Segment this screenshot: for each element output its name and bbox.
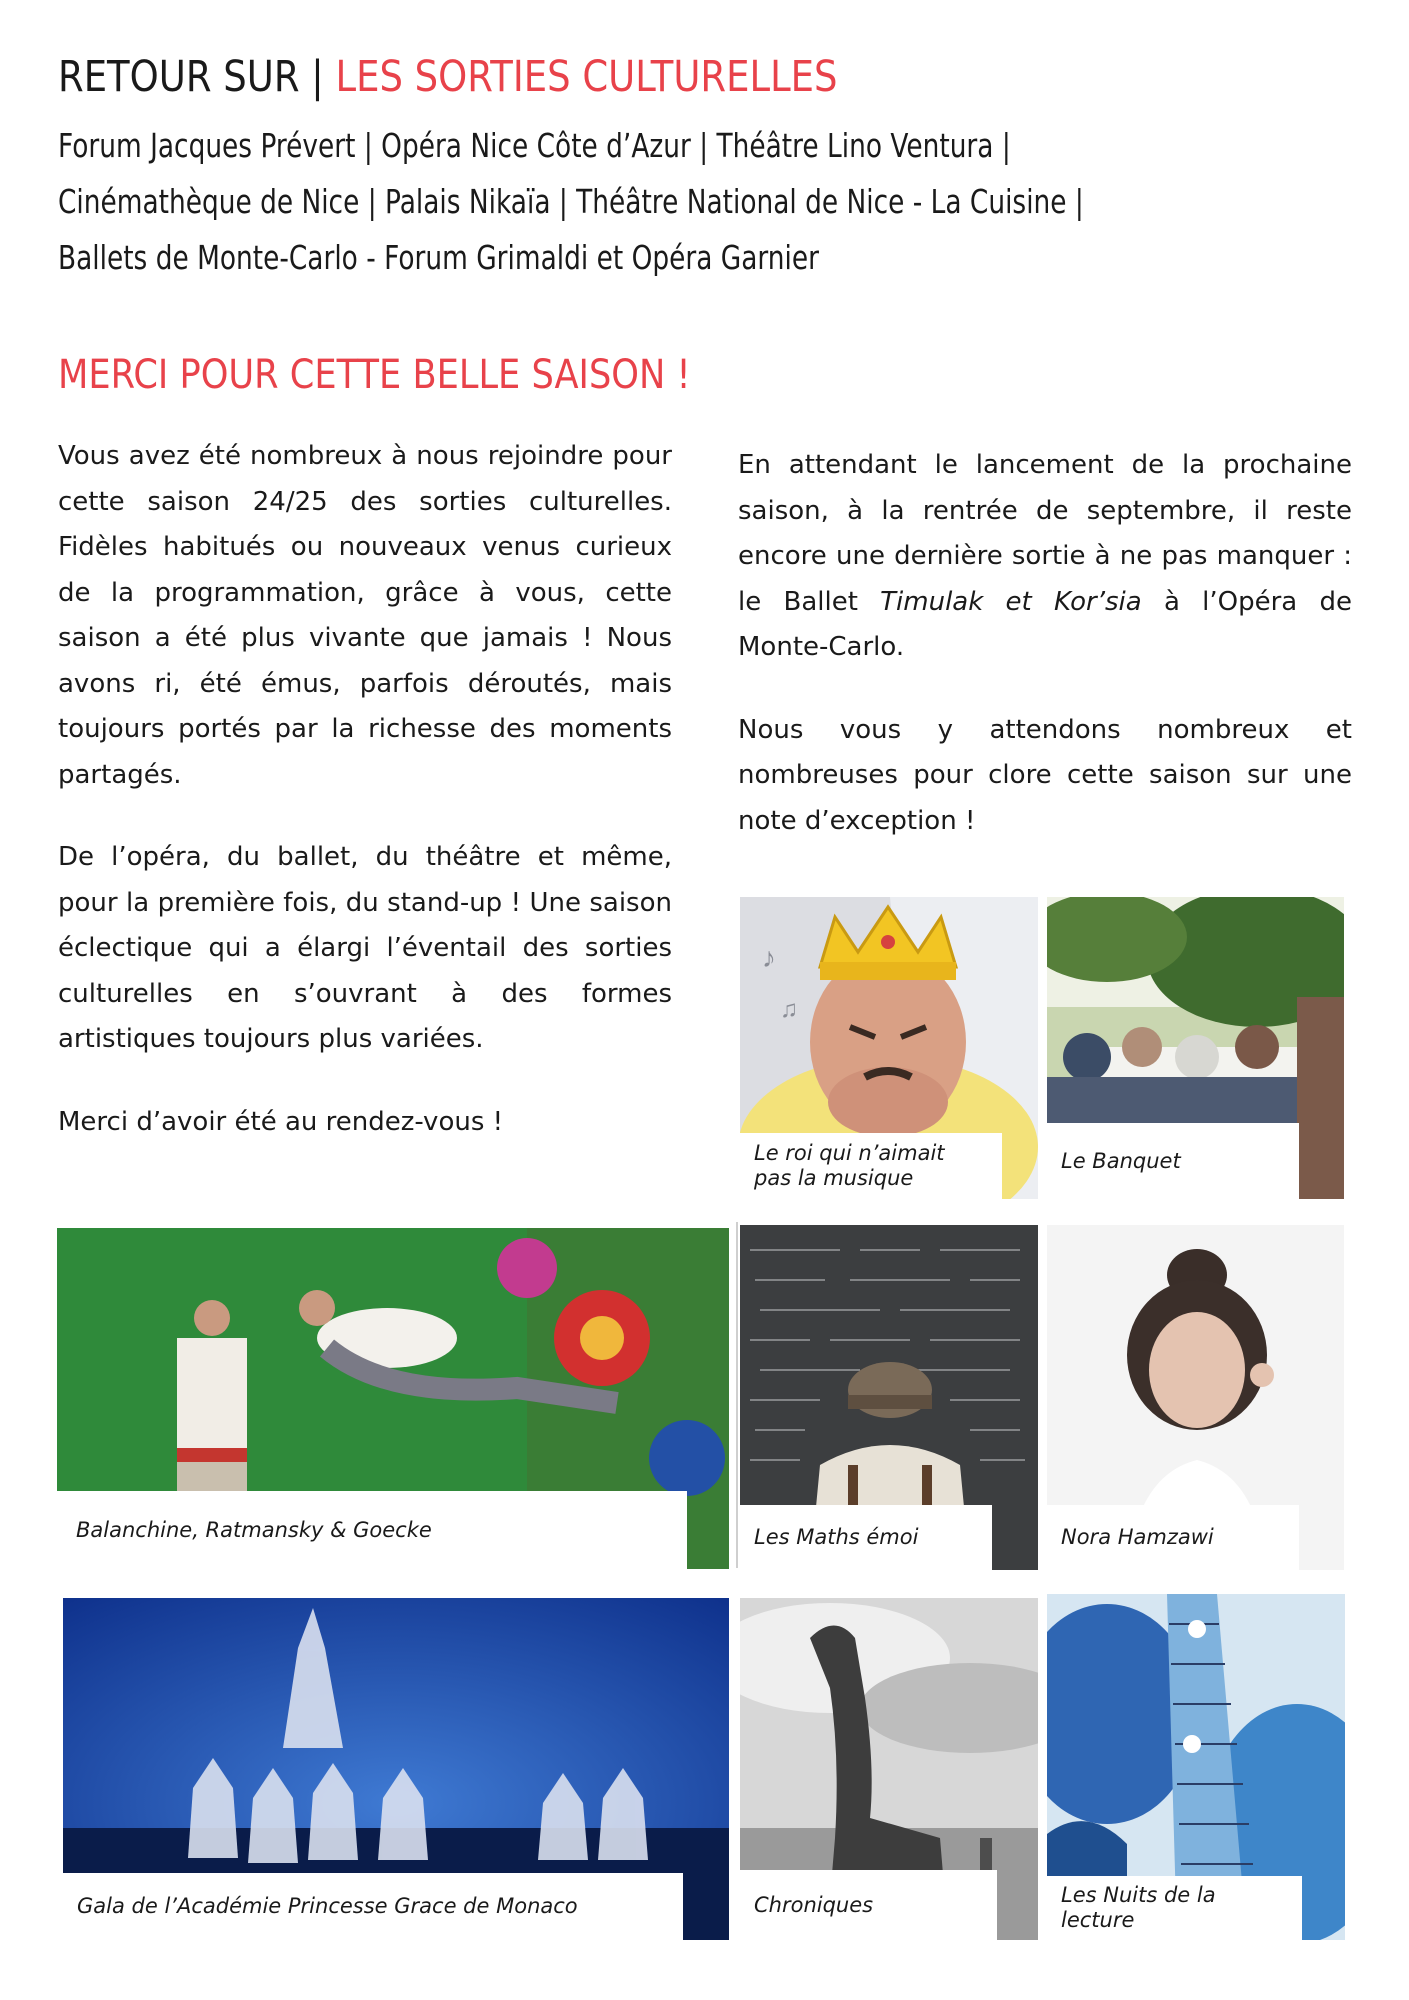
paragraph: Nous vous y attendons nombreux et nombreuses pour clore cette saison sur une note d’exception !	[738, 714, 1352, 836]
photo-tile	[63, 1598, 729, 1940]
paragraph: Vous avez été nombreux à nous rejoindre pour cette saison 24/25 des sorties culturelles. Fidèles habitués ou nouveaux venus curieux de la programmation, grâce à vous, cette saison a été plus vivante que jamais ! Nous avons ri, été émus, parfois déroutés, mais toujours portés par la richesse des moments partagés.	[58, 441, 672, 790]
photo-tile	[740, 897, 1038, 1199]
paragraph-text: à l’Opéra de Monte-Carlo.	[738, 586, 1352, 662]
paragraph	[738, 443, 1352, 671]
caption-nuits: Les Nuits de la lecture	[1047, 1876, 1302, 1940]
paragraph-text: En attendant le lancement de la prochaine saison, à la rentrée de septembre, il reste encore une dernière sortie à ne pas manquer : le Ballet	[738, 450, 1352, 617]
photo-tile	[1047, 1225, 1344, 1570]
caption-gala: Gala de l’Académie Princesse Grace de Monaco	[63, 1873, 683, 1940]
caption-balanchine: Balanchine, Ratmansky & Goecke	[57, 1491, 687, 1569]
photo-tile	[740, 1225, 1038, 1570]
divider	[736, 1222, 738, 1568]
paragraph: Merci d’avoir été au rendez-vous !	[58, 1106, 504, 1137]
header-highlight: LES SORTIES CULTURELLES	[335, 52, 838, 102]
caption-chroniques: Chroniques	[740, 1870, 997, 1940]
photo-tile	[740, 1598, 1038, 1940]
caption-maths: Les Maths émoi	[740, 1505, 992, 1570]
caption-roi: Le roi qui n’aimait pas la musique	[740, 1133, 1002, 1199]
photo-tile	[1047, 897, 1344, 1199]
caption-nora: Nora Hamzawi	[1047, 1505, 1299, 1570]
photo-tile	[1047, 1594, 1345, 1940]
svg-text:♪: ♪	[762, 942, 776, 973]
section-title: MERCI POUR CETTE BELLE SAISON !	[58, 352, 691, 398]
caption-banquet: Le Banquet	[1047, 1123, 1299, 1199]
venue-list: Forum Jacques Prévert | Opéra Nice Côte d’Azur | Théâtre Lino Ventura | Cinémathèque de Nice | Palais Nikaïa | Théâtre National de Nice - La Cuisine | Ballets de Monte-Carlo - Forum Grimaldi et Opéra Garnier	[58, 126, 1084, 277]
paragraph: De l’opéra, du ballet, du théâtre et même, pour la première fois, du stand-up ! Une saison éclectique qui a élargi l’éventail des sorties culturelles en s’ouvrant à des formes artistiques toujours plus variées.	[58, 842, 672, 1054]
photo-tile	[57, 1228, 729, 1569]
page-header	[58, 52, 838, 102]
svg-text:♫: ♫	[780, 996, 798, 1023]
left-column	[58, 434, 672, 1182]
header-prefix: RETOUR SUR |	[58, 52, 324, 102]
right-column	[738, 443, 1352, 881]
ballet-title: Timulak et Kor’sia	[880, 586, 1142, 617]
